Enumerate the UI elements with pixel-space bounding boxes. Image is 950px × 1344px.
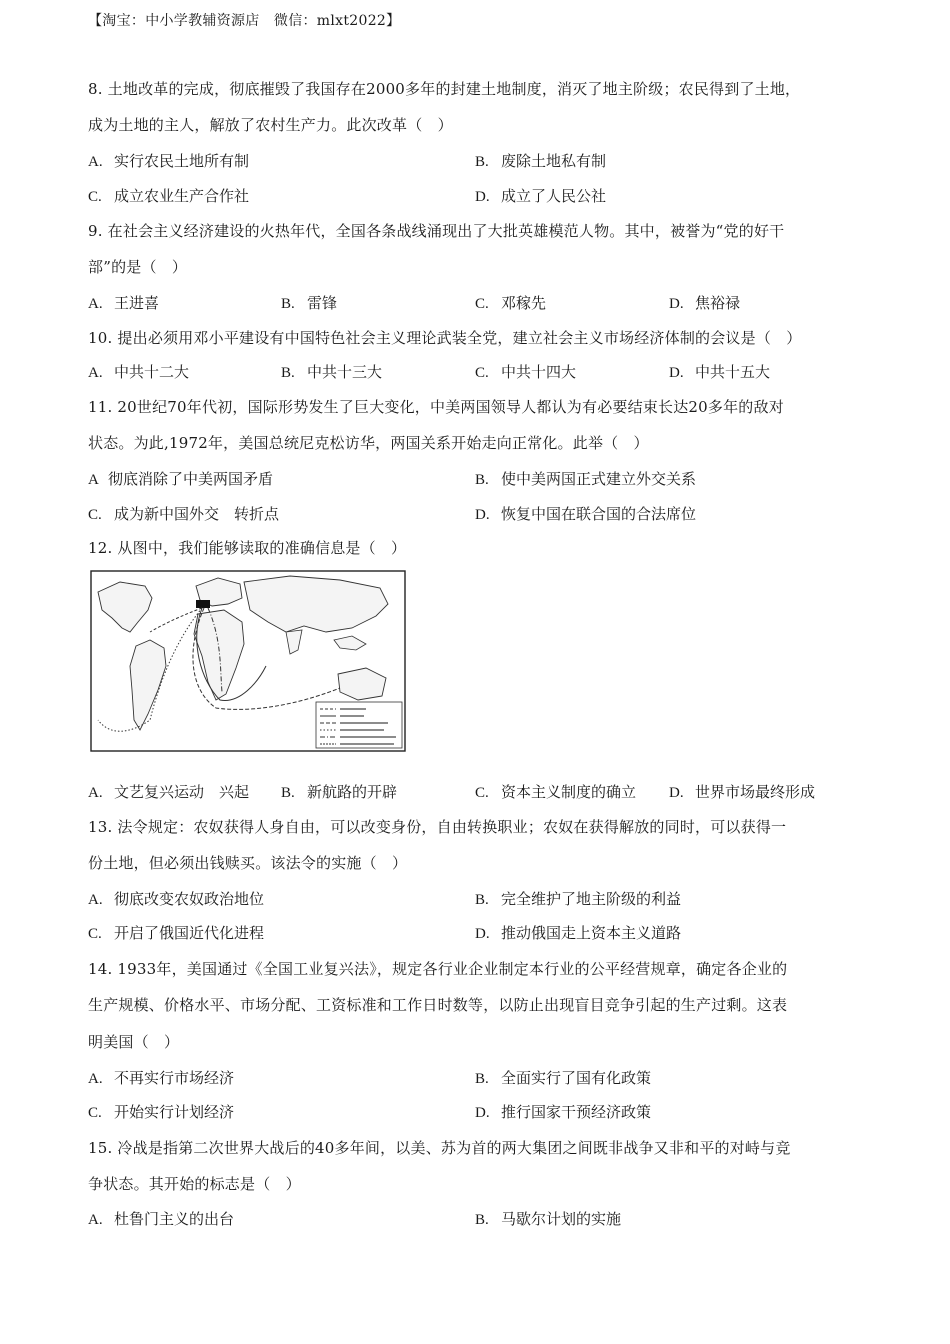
question-8-option-d[interactable]: D. 成立了人民公社 xyxy=(475,187,607,205)
question-15-option-a[interactable]: A. 杜鲁门主义的出台 xyxy=(88,1210,235,1228)
question-13-option-a[interactable]: A. 彻底改变农奴政治地位 xyxy=(88,890,265,908)
question-9-line-2: 部”的是（ ） xyxy=(88,258,188,276)
question-9-option-d[interactable]: D. 焦裕禄 xyxy=(669,294,741,312)
question-12-option-c[interactable]: C. 资本主义制度的确立 xyxy=(475,783,637,801)
question-13-option-b[interactable]: B. 完全维护了地主阶级的利益 xyxy=(475,890,682,908)
question-13-option-d[interactable]: D. 推动俄国走上资本主义道路 xyxy=(475,924,682,942)
question-11-line-1: 11. 20世纪70年代初，国际形势发生了巨大变化，中美两国领导人都认为有必要结束长达20多年的敌对 xyxy=(88,398,784,416)
question-8-option-a[interactable]: A. 实行农民土地所有制 xyxy=(88,152,250,170)
question-14-option-d[interactable]: D. 推行国家干预经济政策 xyxy=(475,1103,652,1121)
question-8-line-2: 成为土地的主人，解放了农村生产力。此次改革（ ） xyxy=(88,116,453,134)
question-14-line-1: 14. 1933年，美国通过《全国工业复兴法》，规定各行业企业制定本行业的公平经营规章，确定各企业的 xyxy=(88,960,788,978)
question-9-option-c[interactable]: C. 邓稼先 xyxy=(475,294,547,312)
question-10-option-b[interactable]: B. 中共十三大 xyxy=(281,363,383,381)
question-11-option-c[interactable]: C. 成为新中国外交 转折点 xyxy=(88,505,280,523)
question-10-option-c[interactable]: C. 中共十四大 xyxy=(475,363,577,381)
question-14-option-b[interactable]: B. 全面实行了国有化政策 xyxy=(475,1069,652,1087)
question-9-option-b[interactable]: B. 雷锋 xyxy=(281,294,338,312)
question-13-line-1: 13. 法令规定：农奴获得人身自由，可以改变身份，自由转换职业；农奴在获得解放的同时，可以获得一 xyxy=(88,818,787,836)
question-10-option-a[interactable]: A. 中共十二大 xyxy=(88,363,190,381)
question-12-line-1: 12. 从图中，我们能够读取的准确信息是（ ） xyxy=(88,539,407,557)
question-15-option-b[interactable]: B. 马歇尔计划的实施 xyxy=(475,1210,622,1228)
question-13-line-2: 份土地，但必须出钱赎买。该法令的实施（ ） xyxy=(88,854,408,872)
question-11-line-2: 状态。为此,1972年，美国总统尼克松访华，两国关系开始走向正常化。此举（ ） xyxy=(88,434,649,452)
new-sea-routes-map xyxy=(90,570,406,752)
question-8-option-c[interactable]: C. 成立农业生产合作社 xyxy=(88,187,250,205)
question-10-line-1: 10. 提出必须用邓小平建设有中国特色社会主义理论武装全党，建立社会主义市场经济体制的会议是（ ） xyxy=(88,329,802,347)
question-14-line-2: 生产规模、价格水平、市场分配、工资标准和工作日时数等，以防止出现盲目竞争引起的生产过剩。这表 xyxy=(88,996,788,1014)
question-9-option-a[interactable]: A. 王进喜 xyxy=(88,294,160,312)
question-15-line-2: 争状态。其开始的标志是（ ） xyxy=(88,1175,301,1193)
question-11-option-d[interactable]: D. 恢复中国在联合国的合法席位 xyxy=(475,505,697,523)
question-14-option-a[interactable]: A. 不再实行市场经济 xyxy=(88,1069,235,1087)
question-10-option-d[interactable]: D. 中共十五大 xyxy=(669,363,771,381)
question-15-line-1: 15. 冷战是指第二次世界大战后的40多年间，以美、苏为首的两大集团之间既非战争又非和平的对峙与竞 xyxy=(88,1139,791,1157)
question-12-option-b[interactable]: B. 新航路的开辟 xyxy=(281,783,398,801)
question-12-option-a[interactable]: A. 文艺复兴运动 兴起 xyxy=(88,783,250,801)
question-13-option-c[interactable]: C. 开启了俄国近代化进程 xyxy=(88,924,265,942)
question-11-option-b[interactable]: B. 使中美两国正式建立外交关系 xyxy=(475,470,697,488)
question-8-option-b[interactable]: B. 废除土地私有制 xyxy=(475,152,607,170)
page-header: 【淘宝：中小学教辅资源店 微信：mlxt2022】 xyxy=(88,13,401,29)
question-9-line-1: 9. 在社会主义经济建设的火热年代，全国各条战线涌现出了大批英雄模范人物。其中，被誉为“党的好干 xyxy=(88,222,785,240)
question-14-option-c[interactable]: C. 开始实行计划经济 xyxy=(88,1103,235,1121)
question-14-line-3: 明美国（ ） xyxy=(88,1033,180,1051)
question-11-option-a[interactable]: A 彻底消除了中美两国矛盾 xyxy=(88,470,274,488)
question-8-line-1: 8. 土地改革的完成，彻底摧毁了我国存在2000多年的封建土地制度，消灭了地主阶级；农民得到了土地， xyxy=(88,80,801,98)
question-12-option-d[interactable]: D. 世界市场最终形成 xyxy=(669,783,816,801)
